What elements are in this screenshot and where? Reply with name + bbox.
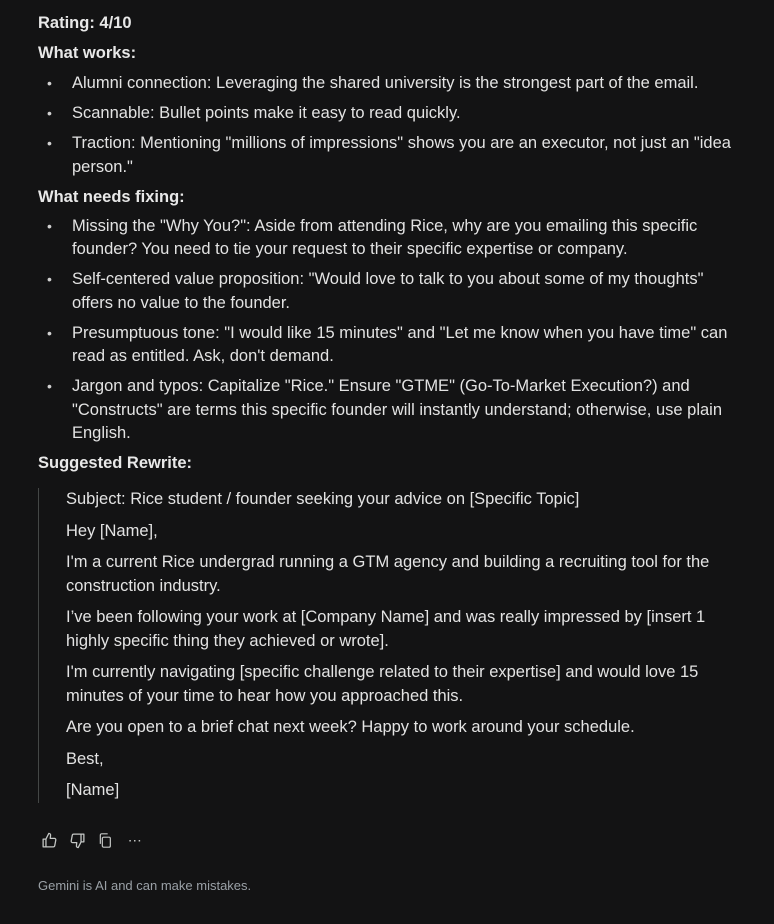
response-content <box>38 12 738 803</box>
list-item-text: Presumptuous tone: "I would like 15 minutes" and "Let me know when you have time" can read as entitled. Ask, don't demand. <box>72 323 728 365</box>
list-item <box>38 268 738 315</box>
disclaimer-text: Gemini is AI and can make mistakes. <box>38 878 252 893</box>
list-item <box>38 215 738 262</box>
email-signoff: Best, <box>66 749 104 768</box>
list-item-text: Self-centered value proposition: "Would love to talk to you about some of my thoughts" offers no value to the founder. <box>72 270 704 312</box>
thumbs-up-button[interactable] <box>40 830 58 850</box>
thumbs-down-button[interactable] <box>68 830 86 850</box>
bullet-icon: • <box>47 105 52 121</box>
thumbs-up-icon <box>41 832 58 849</box>
response-actions <box>40 830 144 850</box>
bullet-icon: • <box>47 135 52 151</box>
email-paragraph: I'm a current Rice undergrad running a GTM agency and building a recruiting tool for the construction industry. <box>66 553 710 595</box>
more-options-button[interactable] <box>126 830 144 850</box>
email-paragraph: Are you open to a brief chat next week? Happy to work around your schedule. <box>66 718 635 736</box>
works-list <box>38 72 738 179</box>
list-item <box>38 375 738 446</box>
list-item <box>38 102 738 126</box>
thumbs-down-icon <box>69 832 86 849</box>
list-item-text: Scannable: Bullet points make it easy to read quickly. <box>72 104 461 122</box>
copy-icon <box>97 832 113 849</box>
email-paragraph: I'm currently navigating [specific challenge related to their expertise] and would love 15 minutes of your time to hear how you approached this. <box>66 663 699 705</box>
copy-button[interactable] <box>96 830 114 850</box>
list-item <box>38 322 738 369</box>
more-icon: ⋯ <box>127 832 143 848</box>
bullet-icon: • <box>47 75 52 91</box>
bullet-icon: • <box>47 378 52 394</box>
list-item-text: Alumni connection: Leveraging the shared university is the strongest part of the email. <box>72 74 699 92</box>
list-item-text: Jargon and typos: Capitalize "Rice." Ensure "GTME" (Go-To-Market Execution?) and "Constructs" are terms this specific founder will instantly understand; otherwise, use plain English. <box>72 377 723 442</box>
email-subject: Subject: Rice student / founder seeking your advice on [Specific Topic] <box>66 490 580 508</box>
email-name: [Name] <box>66 781 120 799</box>
rewrite-heading: Suggested Rewrite: <box>38 454 193 472</box>
email-greeting: Hey [Name], <box>66 521 158 540</box>
fix-list <box>38 215 738 446</box>
list-item-text: Traction: Mentioning "millions of impressions" shows you are an executor, not just an "idea person." <box>72 134 731 176</box>
email-paragraph: I’ve been following your work at [Company Name] and was really impressed by [insert 1 highly specific thing they achieved or wrote]. <box>66 608 706 650</box>
works-heading: What works: <box>38 44 137 62</box>
bullet-icon: • <box>47 271 52 287</box>
bullet-icon: • <box>47 324 52 341</box>
fix-heading: What needs fixing: <box>38 187 185 206</box>
list-item <box>38 72 738 96</box>
rewrite-blockquote <box>38 488 738 803</box>
list-item-text: Missing the "Why You?": Aside from attending Rice, why are you emailing this specific founder? You need to tie your request to their specific expertise or company. <box>72 216 698 258</box>
list-item <box>38 132 738 179</box>
rating-heading: Rating: 4/10 <box>38 14 132 32</box>
bullet-icon: • <box>47 217 52 234</box>
